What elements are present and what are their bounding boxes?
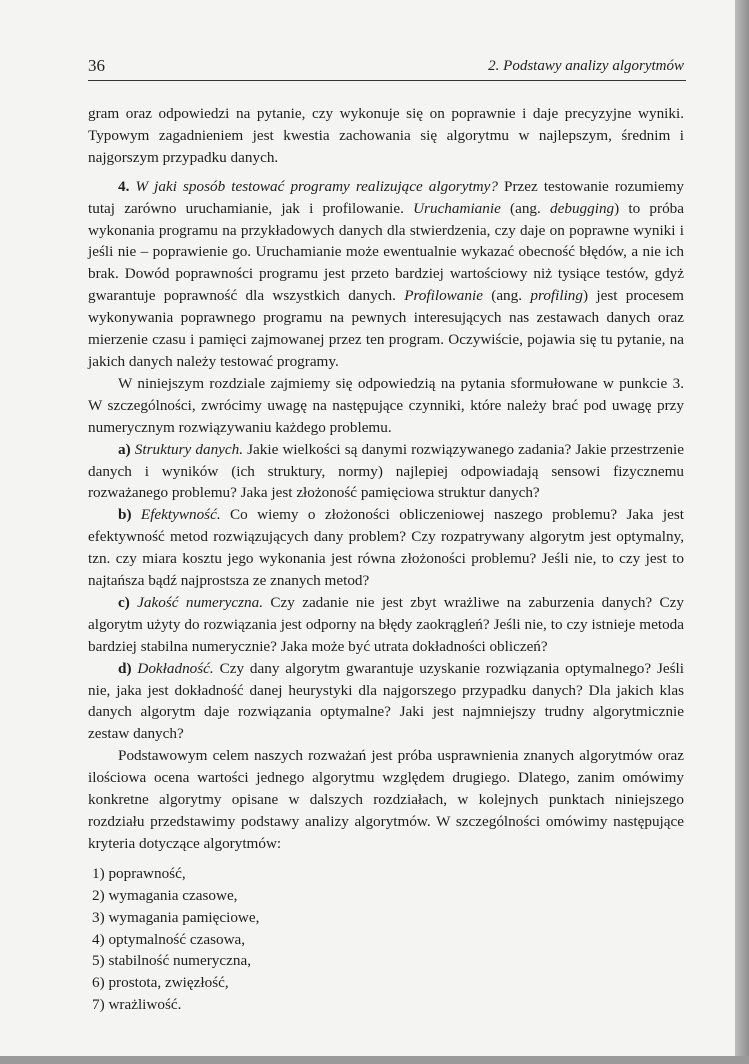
item-label: b) [118, 506, 132, 524]
term-debugging: debugging [550, 199, 615, 217]
page-body [88, 103, 684, 1016]
text-span: ) jest procesem wykonywania poprawnego programu na pewnych interesujących nas zestawach danych oraz mierzenie czasu i pamięci zajmowanej przez ten program. Oczywiście, pojawia się tu pytanie, na jakich danych należy testować programy. [88, 287, 684, 370]
paragraph-testing [88, 176, 684, 373]
page-edge-shadow [735, 0, 749, 1064]
item-label: d) [118, 659, 132, 677]
item-title: Efektywność. [140, 506, 221, 524]
term-uruchamianie: Uruchamianie [413, 199, 501, 217]
list-item: 2) wymagania czasowe, [92, 886, 238, 904]
term-profilowanie: Profilowanie [404, 287, 483, 305]
item-number: 4. [118, 177, 130, 195]
criteria-list [88, 863, 684, 1016]
item-c [88, 592, 684, 658]
item-title: Dokładność. [137, 659, 214, 677]
list-item: 3) wymagania pamięciowe, [92, 908, 260, 926]
list-item: 1) poprawność, [92, 864, 186, 882]
item-text: Czy zadanie nie jest zbyt wrażliwe na zaburzenia danych? Czy algorytm użyty do rozwiązania jest odporny na błędy zaokrągleń? Jeśli nie, to czy istnieje metoda bardziej stabilna numerycznie? Jaka może być utrata dokładności obliczeń? [88, 593, 684, 655]
item-title: Jakość numeryczna. [137, 593, 264, 611]
list-item: 5) stabilność numeryczna, [92, 952, 251, 970]
item-label: a) [118, 440, 131, 458]
item-label: c) [118, 593, 130, 611]
paragraph-goal: Podstawowym celem naszych rozważań jest próba usprawnienia znanych algorytmów oraz ilościowa ocena wartości jednego algorytmu względem drugiego. Dlatego, zanim omówimy konkretne algorytmy opisane w dalszych rozdziałach, w kolejnych punktach niniejszego rozdziału przedstawimy podstawy analizy algorytmów. W szczególności omówimy następujące kryteria dotyczące algorytmów: [88, 747, 684, 852]
item-text: Jakie wielkości są danymi rozwiązywanego zadania? Jakie przestrzenie danych i wyników (ich struktury, normy) najlepiej odpowiadają sensowi fizycznemu rozważanego problemu? Jaka jest złożoność pamięciowa struktur danych? [88, 440, 685, 502]
bottom-edge-shadow [0, 1056, 749, 1064]
list-item: 7) wrażliwość. [92, 996, 182, 1014]
item-title: Struktury danych. [134, 440, 244, 458]
running-title: 2. Podstawy analizy algorytmów [488, 58, 684, 74]
text-span: Przez testowanie rozumiemy tutaj zarówno uruchamianie, jak i profilowanie. [88, 177, 685, 217]
question-title: W jaki sposób testować programy realizujące algorytmy? [135, 177, 498, 195]
page-header [88, 56, 686, 81]
list-item: 6) prostota, zwięzłość, [92, 974, 229, 992]
page-number: 36 [88, 56, 105, 75]
item-b [88, 504, 684, 592]
item-d [88, 658, 684, 746]
text-span: (ang. [482, 287, 531, 305]
list-item: 4) optymalność czasowa, [92, 930, 246, 948]
item-text: Co wiemy o złożoności obliczeniowej naszego problemu? Jaka jest efektywność metod rozwiązujących dany problem? Czy rozpatrywany algorytm jest optymalny, tzn. czy miara kosztu jego wykonania jest równa złożoności problemu? Jeśli nie, to czy jest to najtańsza bądź najprostsza ze znanych metod? [88, 506, 684, 590]
term-profiling: profiling [530, 287, 583, 305]
item-text: Czy dany algorytm gwarantuje uzyskanie rozwiązania optymalnego? Jeśli nie, jaka jest dokładność danej heurystyki dla najgorszego przypadku danych? Dla jakich klas danych algorytm daje rozwiązania optymalne? Jaki jest najmniejszy trudny algorytmicznie zestaw danych? [88, 659, 684, 743]
paragraph-continuation: gram oraz odpowiedzi na pytanie, czy wykonuje się on poprawnie i daje precyzyjne wyniki. Typowym zagadnieniem jest kwestia zachowania się algorytmu w najlepszym, średnim i najgorszym przypadku danych. [88, 105, 684, 166]
item-a [88, 439, 684, 505]
text-span: ) to próba wykonania programu na przykładowych danych dla stwierdzenia, czy daje on poprawne wyniki i jeśli nie – poprawienie go. Uruchamianie może ewentualnie wykazać obecność błędów, a nie ich brak. Dowód poprawności programu jest przeto bardziej wartościowy niż tysiące testów, gdyż gwarantuje poprawność dla wszystkich danych. [88, 199, 685, 305]
paragraph-intro: W niniejszym rozdziale zajmiemy się odpowiedzią na pytania sformułowane w punkcie 3. W szczególności, zwrócimy uwagę na następujące czynniki, które należy brać pod uwagę przy numerycznym rozwiązywaniu każdego problemu. [88, 374, 684, 436]
text-span: (ang. [500, 199, 551, 217]
